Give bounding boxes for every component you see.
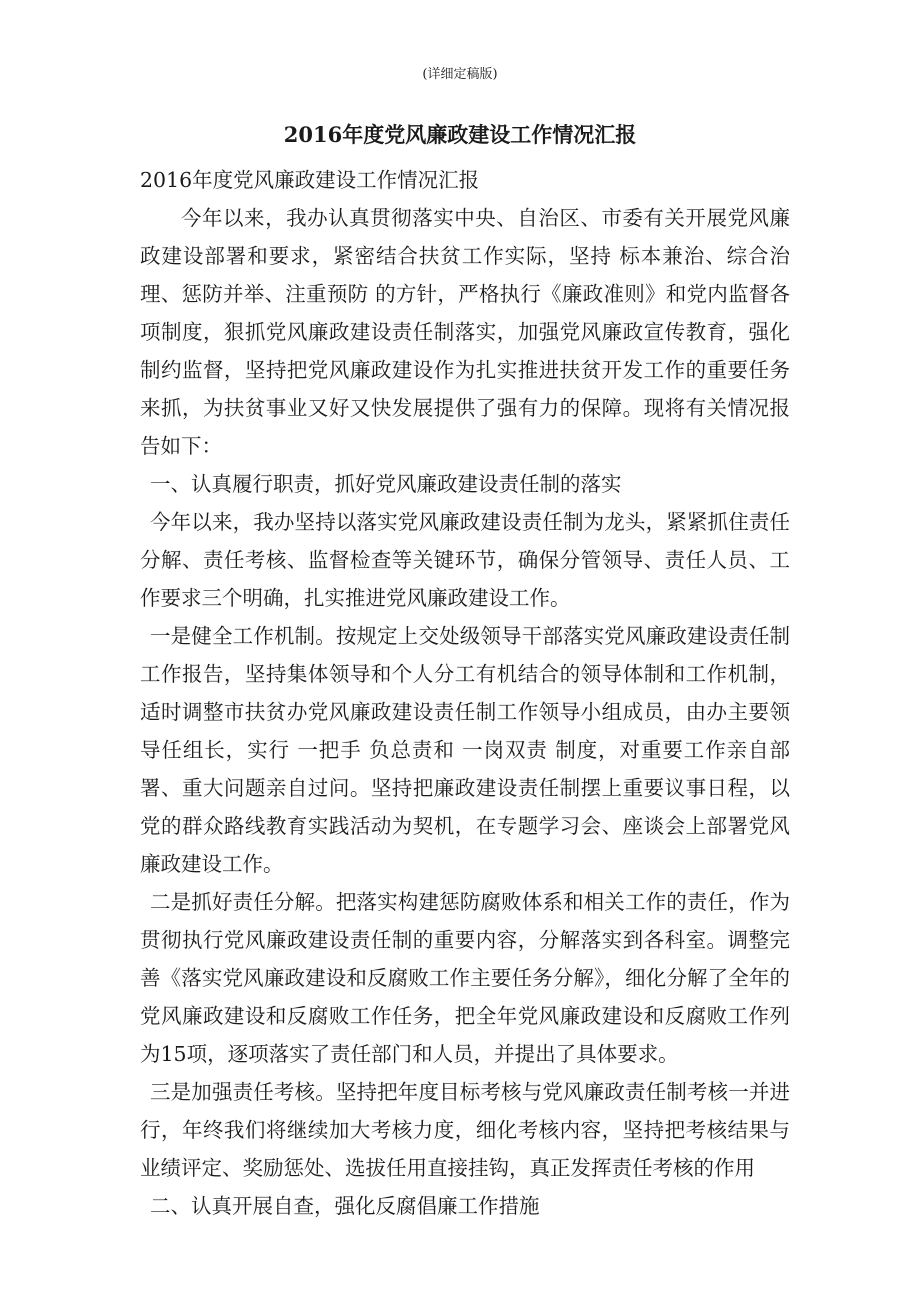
section-heading-2: 二、认真开展自查，强化反腐倡廉工作措施 — [150, 1194, 540, 1218]
document-body — [140, 161, 790, 1225]
section-1-intro-paragraph: 今年以来，我办坚持以落实党风廉政建设责任制为龙头，紧紧抓住责任分解、责任考核、监督检查等关键环节，确保分管领导、责任人员、工作要求三个明确，扎实推进党风廉政建设工作。 — [140, 510, 790, 610]
mechanism-paragraph: 一是健全工作机制。按规定上交处级领导干部落实党风廉政建设责任制工作报告，坚持集体领导和个人分工有机结合的领导体制和工作机制，适时调整市扶贫办党风廉政建设责任制工作领导小组成员，由办主要领导任组长，实行 一把手 负总责和 一岗双责 制度，对重要工作亲自部署、重大问题亲自过问。坚持把廉政建设责任制摆上重要议事日程，以党的群众路线教育实践活动为契机，在专题学习会、座谈会上部署党风廉政建设工作。 — [140, 624, 790, 876]
responsibility-breakdown-paragraph: 二是抓好责任分解。把落实构建惩防腐败体系和相关工作的责任，作为贯彻执行党风廉政建设责任制的重要内容，分解落实到各科室。调整完善《落实党风廉政建设和反腐败工作主要任务分解》，细化分解了全年的党风廉政建设和反腐败工作任务，把全年党风廉政建设和反腐败工作列为15项，逐项落实了责任部门和人员，并提出了具体要求。 — [140, 890, 790, 1066]
section-heading-1: 一、认真履行职责，抓好党风廉政建设责任制的落实 — [150, 472, 622, 496]
responsibility-assessment-paragraph: 三是加强责任考核。坚持把年度目标考核与党风廉政责任制考核一并进行，年终我们将继续加大考核力度，细化考核内容，坚持把考核结果与业绩评定、奖励惩处、选拔任用直接挂钩，真正发挥责任考核的作用 — [140, 1080, 790, 1180]
document-subtitle: 2016年度党风廉政建设工作情况汇报 — [140, 168, 480, 192]
document-title: 2016年度党风廉政建设工作情况汇报 — [283, 122, 637, 147]
draft-version-note: (详细定稿版) — [422, 67, 498, 82]
intro-paragraph: 今年以来，我办认真贯彻落实中央、自治区、市委有关开展党风廉政建设部署和要求，紧密结合扶贫工作实际，坚持 标本兼治、综合治理、惩防并举、注重预防 的方针，严格执行《廉政准则》和党内监督各项制度，狠抓党风廉政建设责任制落实，加强党风廉政宣传教育，强化制约监督，坚持把党风廉政建设作为扎实推进扶贫开发工作的重要任务来抓，为扶贫事业又好又快发展提供了强有力的保障。现将有关情况报告如下： — [140, 206, 790, 458]
